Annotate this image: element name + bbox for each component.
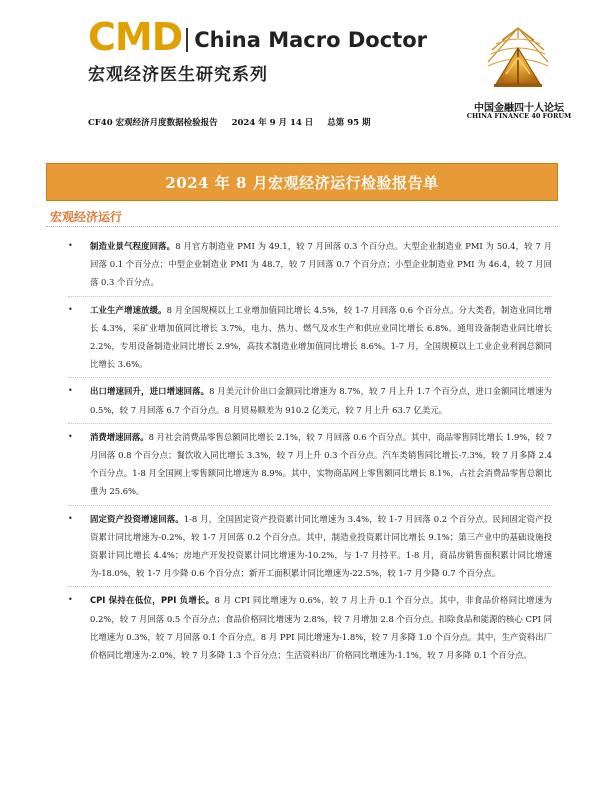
list-item bbox=[68, 591, 552, 666]
item-lead: CPI 保持在低位，PPI 负增长。 bbox=[90, 595, 215, 606]
section-title: 宏观经济运行 bbox=[50, 210, 123, 224]
item-lead: 制造业景气程度回落。 bbox=[90, 241, 176, 251]
section-divider bbox=[46, 226, 558, 227]
item-text: 1-8 月，全国固定资产投资累计同比增速为 3.4%，较 1-7 月回落 0.2 个百分点。民间固定资产投资累计同比增速为-0.2%，较 1-7 月回落 0.2 个百分点。其中，制造业投资累计同比增长 9.1%；第三产业中的基础设施投资累计同比增长 4.4%；房地产开发投资累计同比增速为-10.2%，与 1-7 月持平。1-8 月，商品房销售面积累计同比增速为-18.0%，较 1-7 月少降 0.6 个百分点；新开工面积累计同比增速为-22.5%，较 1-7 月少降 0.7 个百分点。 bbox=[90, 513, 552, 579]
report-title-banner bbox=[46, 163, 558, 201]
report-date: 2024 年 9 月 14 日 bbox=[231, 118, 314, 128]
bullet-icon: • bbox=[68, 241, 73, 250]
series-title: 宏观经济医生研究系列 bbox=[88, 65, 268, 85]
brand-separator bbox=[186, 28, 188, 52]
item-lead: 出口增速回升，进口增速回落。 bbox=[90, 386, 210, 397]
item-lead: 消费增速回落。 bbox=[90, 431, 149, 442]
list-item bbox=[68, 428, 552, 503]
item-divider bbox=[68, 505, 552, 506]
list-item bbox=[68, 301, 552, 376]
item-text: 8 月全国规模以上工业增加值同比增长 4.5%，较 1-7 月回落 0.6 个百分点。分大类看，制造业同比增长 4.3%，采矿业增加值同比增长 3.7%，电力、热力、燃气及水生产和供应业同比增长 6.8%。通用设备制造业同比增长 2.2%，专用设备制造业同比增长 2.9%，高技术制造业增加值同比增长 8.6%。1-7 月，全国规模以上工业企业利润总额同比增长 3.6%。 bbox=[90, 304, 552, 370]
report-code: CF40 宏观经济月度数据检验报告 bbox=[88, 118, 218, 128]
cmd-english-name: China Macro Doctor bbox=[194, 28, 427, 52]
indicator-list bbox=[68, 237, 552, 666]
item-text: 8 月官方制造业 PMI 为 49.1，较 7 月回落 0.3 个百分点。大型企业制造业 PMI 为 50.4，较 7 月回落 0.1 个百分点；中型企业制造业 PMI 为 48.7，较 7 月回落 0.7 个百分点；小型企业制造业 PMI 为 46.4，较 7 月回落 0.3 个百分点。 bbox=[90, 241, 553, 288]
list-item bbox=[68, 382, 552, 420]
item-lead: 工业生产增速放缓。 bbox=[90, 304, 167, 315]
item-text: 8 月 CPI 同比增速为 0.6%，较 7 月上升 0.1 个百分点。其中，非食品价格同比增速为 0.2%，较 7 月回落 0.5 个百分点；食品价格同比增速为 2.8%，较 7 月增加 2.8 个百分点。扣除食品和能源的核心 CPI 同比增速为 0.3%，较 7 月回落 0.1 个百分点。8 月 PPI 同比增速为-1.8%，较 7 月多降 1.0 个百分点。其中，生产资料出厂价格同比增速为-2.0%，较 7 月多降 1.3 个百分点；生活资料出厂价格同比增速为-1.1%，较 7 月多降 0.1 个百分点。 bbox=[90, 595, 552, 661]
item-text: 8 月社会消费品零售总额同比增长 2.1%，较 7 月回落 0.6 个百分点。其中，商品零售同比增长 1.9%，较 7 月回落 0.8 个百分点；餐饮收入同比增长 3.3%，较 7 月上升 0.3 个百分点。汽车类销售同比增长-7.3%，较 7 月多降 2.4 个百分点。1-8 月全国网上零售额同比增速为 8.9%。其中，实物商品网上零售额同比增长 8.1%，占社会消费品零售总额比重为 25.6%。 bbox=[90, 431, 552, 497]
forum-name-cn: 中国金融四十人论坛 bbox=[474, 103, 564, 114]
list-item bbox=[68, 237, 552, 294]
bullet-icon: • bbox=[68, 595, 73, 605]
bullet-icon: • bbox=[68, 513, 73, 523]
cmd-logo-text: CMD bbox=[88, 15, 183, 59]
item-divider bbox=[68, 586, 552, 587]
forum-name-en: CHINA FINANCE 40 FORUM bbox=[466, 112, 572, 120]
report-title: 2024 年 8 月宏观经济运行检验报告单 bbox=[165, 173, 439, 192]
item-text: 8 月美元计价出口金额同比增速为 8.7%，较 7 月上升 1.7 个百分点，进口金额同比增速为 0.5%，较 7 月回落 6.7 个百分点。8 月贸易顺差为 910.2 亿美元，较 7 月上升 63.7 亿美元。 bbox=[90, 386, 552, 415]
bullet-icon: • bbox=[68, 304, 73, 314]
cf40-pyramid-logo-icon bbox=[482, 24, 554, 96]
item-divider bbox=[68, 423, 552, 424]
list-item bbox=[68, 510, 552, 585]
report-issue: 总第 95 期 bbox=[327, 118, 371, 128]
item-lead: 固定资产投资增速回落。 bbox=[90, 513, 184, 524]
bullet-icon: • bbox=[68, 386, 73, 396]
report-meta bbox=[88, 116, 371, 128]
bullet-icon: • bbox=[68, 431, 73, 441]
item-divider bbox=[68, 377, 552, 378]
item-divider bbox=[68, 296, 552, 297]
